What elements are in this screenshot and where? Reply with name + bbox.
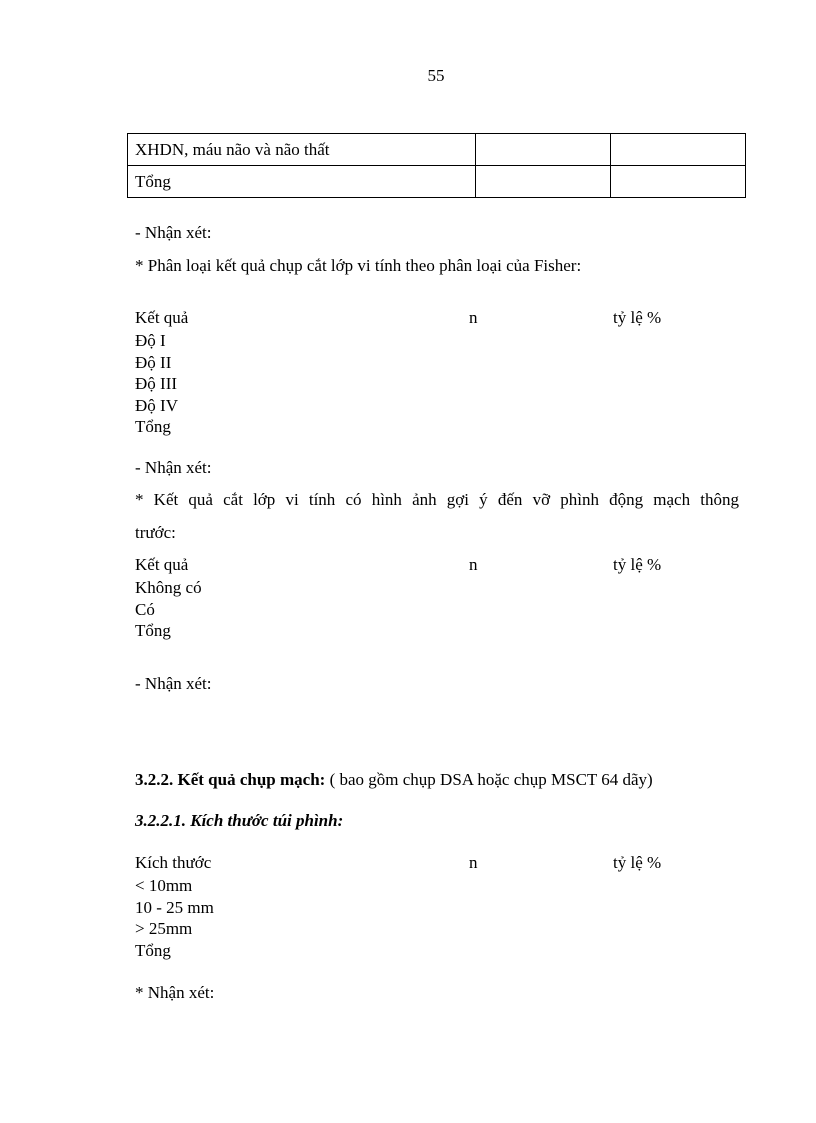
table-row: [128, 166, 746, 198]
list-item: 10 - 25 mm: [135, 897, 214, 917]
fisher-heading: * Phân loại kết quả chụp cắt lớp vi tính theo phân loại của Fisher:: [135, 256, 582, 275]
comment-1: - Nhận xét:: [135, 223, 212, 242]
aneurysm-col-result: Kết quả: [135, 555, 189, 574]
list-item: Không có: [135, 578, 202, 597]
aneurysm-rows: [135, 577, 202, 642]
size-rows: [135, 875, 214, 961]
size-col-pct: tỷ lệ %: [613, 853, 662, 872]
aneurysm-heading-line1: * Kết quả cắt lớp vi tính có hình ảnh gợi ý đến vỡ phình động mạch thông: [135, 490, 739, 509]
table-cell-pct: [610, 166, 745, 198]
list-item: Tổng: [135, 417, 171, 437]
fisher-col-n: n: [469, 308, 478, 327]
table-cell-label: Tổng: [128, 166, 476, 198]
aneurysm-col-n: n: [469, 555, 478, 574]
section-3221-title: 3.2.2.1. Kích thước túi phình:: [135, 811, 344, 830]
table-cell-n: [475, 166, 610, 198]
comment-4: * Nhận xét:: [135, 983, 215, 1002]
list-item: > 25mm: [135, 919, 193, 939]
list-item: Tổng: [135, 621, 171, 641]
fisher-col-pct: tỷ lệ %: [613, 308, 662, 327]
fisher-col-result: Kết quả: [135, 308, 189, 327]
list-item: Có: [135, 599, 155, 619]
table-cell-n: [475, 134, 610, 166]
list-item: Tổng: [135, 940, 171, 960]
aneurysm-col-pct: tỷ lệ %: [613, 555, 662, 574]
summary-table: [127, 133, 746, 198]
size-col-size: Kích thước: [135, 853, 212, 872]
list-item: < 10mm: [135, 876, 193, 895]
comment-3: - Nhận xét:: [135, 674, 212, 693]
section-322-title: [135, 770, 653, 790]
table-row: [128, 134, 746, 166]
table-cell-pct: [610, 134, 745, 166]
page-number: 55: [427, 66, 445, 85]
list-item: Độ I: [135, 331, 166, 350]
table-cell-label: XHDN, máu não và não thất: [128, 134, 476, 166]
list-item: Độ IV: [135, 395, 178, 415]
section-322-note: ( bao gồm chụp DSA hoặc chụp MSCT 64 dãy): [325, 770, 653, 789]
section-322-number: 3.2.2. Kết quả chụp mạch:: [135, 770, 326, 789]
aneurysm-heading-line2: trước:: [135, 523, 176, 542]
list-item: Độ II: [135, 352, 172, 372]
list-item: Độ III: [135, 374, 178, 394]
comment-2: - Nhận xét:: [135, 458, 212, 477]
size-col-n: n: [469, 853, 478, 872]
fisher-rows: [135, 330, 178, 438]
